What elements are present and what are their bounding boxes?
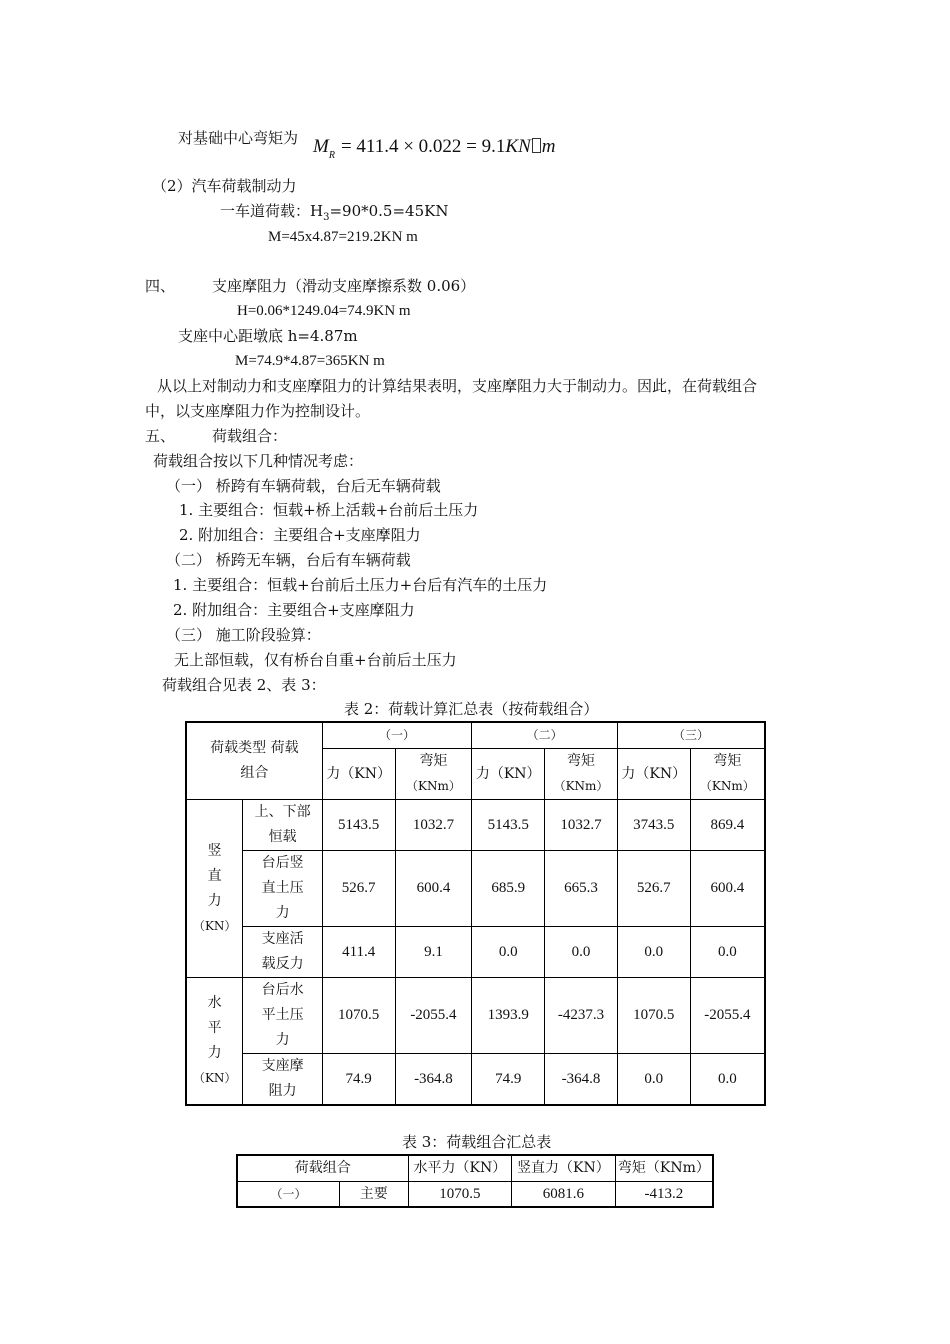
moment-line (178, 128, 298, 148)
header-horizontal: 水平力（KN） (408, 1155, 512, 1181)
case-1: （一） 桥跨有车辆荷载，台后无车辆荷载 (166, 477, 441, 495)
table-row (186, 927, 765, 978)
row-label: 台后水 平土压 力 (243, 978, 322, 1054)
moment-header: 弯矩 （KNm） (395, 749, 472, 800)
combination-summary-table (236, 1154, 714, 1208)
cell: -2055.4 (690, 978, 765, 1054)
section-4-title: 支座摩阻力（滑动支座摩擦系数 0.06） (212, 277, 476, 295)
cell: 1032.7 (395, 800, 472, 851)
moment-header: 弯矩 （KNm） (690, 749, 765, 800)
moment-header: 弯矩 （KNm） (545, 749, 618, 800)
cell: 526.7 (617, 851, 690, 927)
cell: 1070.5 (408, 1181, 512, 1207)
section-4-number: 四、 (145, 277, 176, 295)
cell: 74.9 (322, 1054, 395, 1106)
cell: 685.9 (472, 851, 545, 927)
corner-header: 荷载类型 荷载 组合 (186, 722, 322, 800)
table-2-caption: 表 2：荷载计算汇总表（按荷载组合） (344, 700, 599, 718)
cell: 0.0 (690, 927, 765, 978)
row-label: 台后竖 直土压 力 (243, 851, 322, 927)
case-2-additional: 2. 附加组合：主要组合+支座摩阻力 (173, 601, 415, 619)
row-label: 支座活 载反力 (243, 927, 322, 978)
cell: 0.0 (545, 927, 618, 978)
section-5-title: 荷载组合： (212, 427, 288, 445)
cell: 665.3 (545, 851, 618, 927)
case-1-main: 1. 主要组合：恒载+桥上活载+台前后土压力 (179, 501, 479, 519)
table-row (237, 1181, 713, 1207)
header-combination: 荷载组合 (237, 1155, 408, 1181)
dot-glyph (532, 138, 541, 153)
formula-m: m (541, 136, 556, 157)
formula-values: = 411.4 × 0.022 = 9.1 (340, 136, 506, 157)
table-row (186, 851, 765, 927)
case-3: （三） 施工阶段验算： (166, 626, 321, 644)
case-2-main: 1. 主要组合：恒载+台前后土压力+台后有汽车的土压力 (173, 576, 548, 594)
cell: 1032.7 (545, 800, 618, 851)
case-1-additional: 2. 附加组合：主要组合+支座摩阻力 (179, 526, 421, 544)
formula-unit: KN (505, 136, 531, 157)
category-horizontal: 水 平 力 （KN） (186, 978, 243, 1106)
case-2: （二） 桥跨无车辆，台后有车辆荷载 (166, 551, 411, 569)
lane-load-line: 一车道荷载：$H_3=90*0.5=45KN$ (220, 202, 449, 223)
cell: 0.0 (472, 927, 545, 978)
group-header-3: （三） (617, 722, 765, 749)
group-header-1: （一） (322, 722, 472, 749)
cell: -2055.4 (395, 978, 472, 1054)
cell: 5143.5 (322, 800, 395, 851)
cell: 1070.5 (617, 978, 690, 1054)
cell: （一） (237, 1181, 339, 1207)
cell: 869.4 (690, 800, 765, 851)
cell: 1393.9 (472, 978, 545, 1054)
combo-intro: 荷载组合按以下几种情况考虑： (153, 452, 364, 470)
friction-h: 支座中心距墩底 h=4.87m (178, 327, 358, 345)
table-row (186, 978, 765, 1054)
load-summary-table (185, 721, 766, 1106)
cell: 5143.5 (472, 800, 545, 851)
conclusion-line-1: 从以上对制动力和支座摩阻力的计算结果表明，支座摩阻力大于制动力。因此，在荷载组合 (157, 377, 758, 395)
cell: 600.4 (690, 851, 765, 927)
cell: 0.0 (690, 1054, 765, 1106)
moment-formula: $M_R = 411.4 \times 0.022 = 9.1KN$ m (313, 136, 556, 161)
section-5-number: 五、 (145, 427, 176, 445)
moment-label: 对基础中心弯矩为 (178, 129, 299, 147)
force-header: 力（KN） (322, 749, 395, 800)
cell: 526.7 (322, 851, 395, 927)
friction-H: H=0.06*1249.04=74.9KN m (237, 303, 411, 319)
force-header: 力（KN） (617, 749, 690, 800)
cell: -4237.3 (545, 978, 618, 1054)
table-reference: 荷载组合见表 2、表 3： (162, 676, 326, 694)
group-header-2: （二） (472, 722, 618, 749)
cell: 74.9 (472, 1054, 545, 1106)
cell: 主要 (339, 1181, 408, 1207)
cell: -413.2 (615, 1181, 713, 1207)
table-row (186, 800, 765, 851)
table-row (186, 722, 765, 749)
cell: 600.4 (395, 851, 472, 927)
table-row (237, 1155, 713, 1181)
cell: -364.8 (395, 1054, 472, 1106)
moment-calc-1: M=45x4.87=219.2KN m (268, 229, 418, 245)
table-3-caption: 表 3：荷载组合汇总表 (402, 1133, 552, 1151)
case-3-detail: 无上部恒载，仅有桥台自重+台前后土压力 (174, 651, 457, 669)
header-moment: 弯矩（KNm） (615, 1155, 713, 1181)
conclusion-line-2: 中，以支座摩阻力作为控制设计。 (145, 402, 371, 420)
force-header: 力（KN） (472, 749, 545, 800)
cell: 6081.6 (512, 1181, 616, 1207)
row-label: 上、下部 恒载 (243, 800, 322, 851)
cell: -364.8 (545, 1054, 618, 1106)
category-vertical: 竖 直 力 （KN） (186, 800, 243, 978)
cell: 0.0 (617, 927, 690, 978)
cell: 1070.5 (322, 978, 395, 1054)
row-label: 支座摩 阻力 (243, 1054, 322, 1106)
vehicle-heading: （2）汽车荷载制动力 (152, 177, 297, 195)
table-row (186, 1054, 765, 1106)
cell: 3743.5 (617, 800, 690, 851)
cell: 0.0 (617, 1054, 690, 1106)
cell: 9.1 (395, 927, 472, 978)
header-vertical: 竖直力（KN） (512, 1155, 616, 1181)
cell: 411.4 (322, 927, 395, 978)
moment-calc-2: M=74.9*4.87=365KN m (235, 353, 385, 369)
